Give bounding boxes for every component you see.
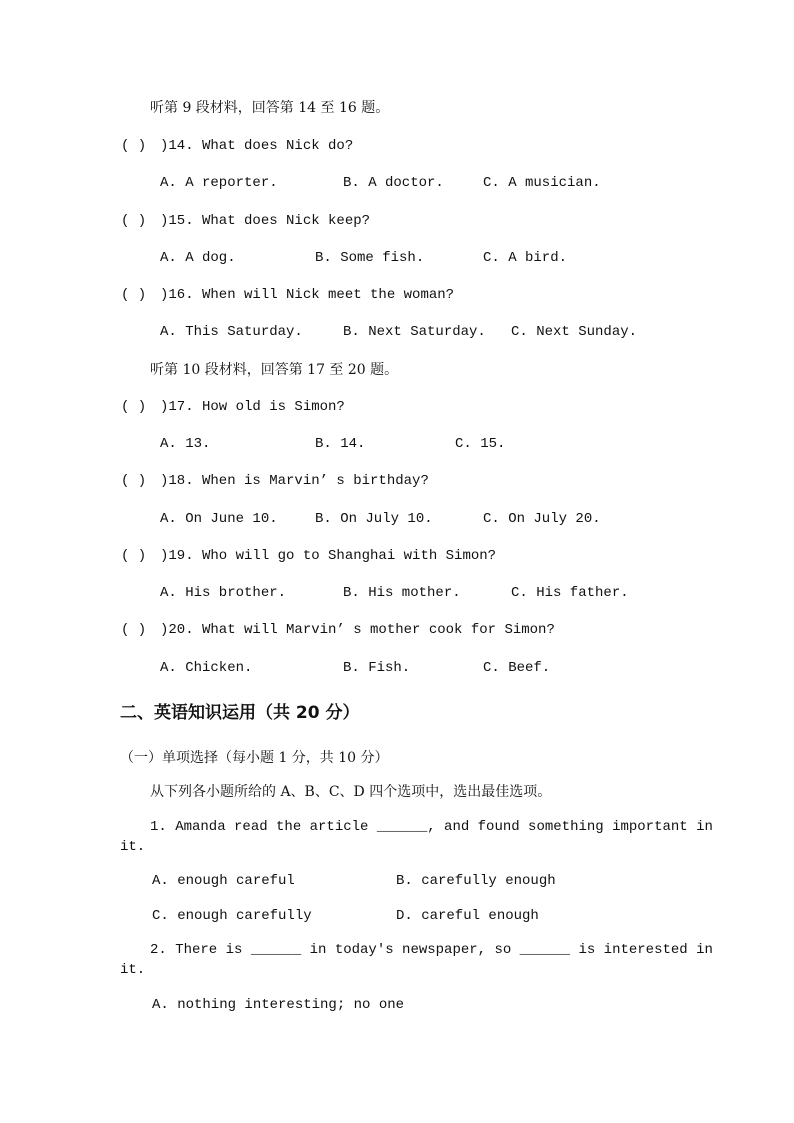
subsection-heading: （一）单项选择（每小题 1 分，共 10 分） bbox=[120, 750, 389, 766]
option-b: B. A doctor. bbox=[343, 175, 444, 191]
question-19: )19. Who will go to Shanghai with Simon? bbox=[160, 548, 497, 564]
option-a: A. 13. bbox=[160, 436, 211, 452]
question-14: )14. What does Nick do? bbox=[160, 138, 354, 154]
question-17: )17. How old is Simon? bbox=[160, 399, 345, 415]
option-c: C. His father. bbox=[511, 585, 629, 601]
option-a: A. A reporter. bbox=[160, 175, 278, 191]
grammar-question-2-line2: it. bbox=[120, 962, 146, 978]
question-16: )16. When will Nick meet the woman? bbox=[160, 287, 455, 303]
option-c: C. A bird. bbox=[483, 250, 568, 266]
grammar-question-2-line1: 2. There is ______ in today's newspaper, so ______ is interested in bbox=[150, 942, 713, 958]
grammar-question-1-line1: 1. Amanda read the article ______, and found something important in bbox=[150, 819, 713, 835]
option-b: B. On July 10. bbox=[315, 511, 433, 527]
question-18: )18. When is Marvin’ s birthday? bbox=[160, 473, 429, 489]
option-c: C. enough carefully bbox=[152, 908, 312, 924]
option-a: A. A dog. bbox=[160, 250, 236, 266]
option-c: C. Beef. bbox=[483, 660, 551, 676]
option-a: A. nothing interesting; no one bbox=[152, 997, 405, 1013]
option-a: A. His brother. bbox=[160, 585, 287, 601]
option-b: B. carefully enough bbox=[396, 873, 556, 889]
answer-blank[interactable]: ( ) bbox=[121, 213, 147, 229]
option-c: C. A musician. bbox=[483, 175, 601, 191]
option-a: A. Chicken. bbox=[160, 660, 253, 676]
option-c: C. 15. bbox=[455, 436, 506, 452]
question-20: )20. What will Marvin’ s mother cook for Simon? bbox=[160, 622, 555, 638]
answer-blank[interactable]: ( ) bbox=[121, 138, 147, 154]
option-c: C. On July 20. bbox=[483, 511, 601, 527]
answer-blank[interactable]: ( ) bbox=[121, 287, 147, 303]
answer-blank[interactable]: ( ) bbox=[121, 473, 147, 489]
option-a: A. This Saturday. bbox=[160, 324, 303, 340]
option-b: B. Next Saturday. bbox=[343, 324, 486, 340]
option-b: B. 14. bbox=[315, 436, 366, 452]
answer-blank[interactable]: ( ) bbox=[121, 548, 147, 564]
listening-intro-10: 听第 10 段材料，回答第 17 至 20 题。 bbox=[150, 362, 399, 378]
instruction: 从下列各小题所给的 A、B、C、D 四个选项中，选出最佳选项。 bbox=[150, 784, 552, 800]
option-a: A. On June 10. bbox=[160, 511, 278, 527]
question-15: )15. What does Nick keep? bbox=[160, 213, 371, 229]
option-c: C. Next Sunday. bbox=[511, 324, 638, 340]
option-b: B. Some fish. bbox=[315, 250, 425, 266]
option-b: B. His mother. bbox=[343, 585, 461, 601]
listening-intro-9: 听第 9 段材料，回答第 14 至 16 题。 bbox=[150, 100, 390, 116]
option-d: D. careful enough bbox=[396, 908, 539, 924]
section-heading: 二、英语知识运用（共 20 分） bbox=[120, 703, 360, 723]
option-b: B. Fish. bbox=[343, 660, 411, 676]
option-a: A. enough careful bbox=[152, 873, 295, 889]
grammar-question-1-line2: it. bbox=[120, 839, 146, 855]
answer-blank[interactable]: ( ) bbox=[121, 399, 147, 415]
answer-blank[interactable]: ( ) bbox=[121, 622, 147, 638]
